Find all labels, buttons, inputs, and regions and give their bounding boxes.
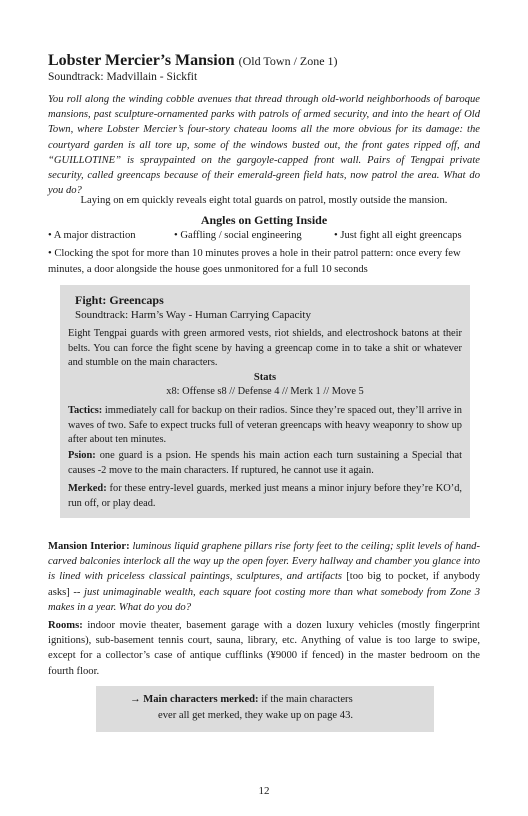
bullet-item: • A major distraction [48, 230, 136, 241]
angles-heading: Angles on Getting Inside [200, 213, 328, 227]
mansion-aside: [too big to pocket, if anybody asks] [48, 571, 480, 598]
note-line-2: ever all get merked, they wake up on page 43. [158, 710, 354, 721]
rooms-text: indoor movie theater, basement garage with a dozen luxury vehicles (mostly fingerprint ignitions), sub-basement tennis court, sauna, library, etc. Anything of value is too large to swipe, except for a collector’s case of antique cufflinks (¥9000 if fenced) in the master bedroom on the fourth floor. [48, 620, 481, 677]
fight-box [60, 285, 470, 518]
note-label: Main characters merked: [143, 694, 259, 705]
bullet-text: Gaffling / social engineering [180, 230, 302, 241]
soundtrack-line: Soundtrack: Madvillain - Sickfit [48, 71, 198, 83]
bullet-text: Just fight all eight greencaps [340, 230, 462, 241]
tactics-paragraph [68, 404, 462, 448]
rooms-paragraph [48, 618, 480, 679]
bullet-text: A major distraction [53, 230, 136, 241]
merked-note-box [96, 686, 434, 732]
psion-text: one guard is a psion. He spends his main action each turn sustaining a Special that causes -2 move to the main characters. If ruptured, he cannot use it again. [68, 450, 462, 476]
stats-line: x8: Offense s8 // Defense 4 // Merk 1 // Move 5 [166, 386, 364, 397]
mansion-interior-paragraph [48, 539, 480, 615]
rooms-label: Rooms: [48, 620, 83, 631]
section-header [48, 52, 338, 70]
fight-description: Eight Tengpai guards with green armored vests, riot shields, and electroshock batons at their belts. You can force the fight scene by having a greencap come in to take a shit or whatever and stumble on the main characters. [68, 328, 462, 369]
bullet-text: Clocking the spot for more than 10 minutes proves a hole in their patrol pattern: once every few minutes, a door alongside the house goes unmonitored for a full 10 seconds [48, 248, 461, 275]
note-line-1 [130, 694, 353, 705]
stats-heading: Stats [253, 372, 277, 383]
mansion-text-3: -- just unimaginable wealth, each square foot costing more than what somebody from Zone 3 makes in a year. What do you do? [48, 586, 480, 613]
mansion-text-1: luminous liquid graphene pillars rise forty feet to the ceiling; split levels of hand-carved balconies interlock all the way up the open foyer. Every hallway and chamber you glance into is lined with priceless classical paintings, sculptures, and artifacts [48, 541, 480, 583]
bullet-item: • Just fight all eight greencaps [334, 230, 462, 241]
arrow-icon: → [130, 694, 141, 705]
zone-label: (Old Town / Zone 1) [238, 54, 338, 68]
psion-label: Psion: [68, 450, 96, 461]
bullet-item: • Gaffling / social engineering [174, 230, 302, 241]
mansion-label: Mansion Interior: [48, 541, 130, 552]
psion-paragraph [68, 449, 462, 478]
merked-paragraph [68, 482, 462, 511]
note-text-1: if the main characters [261, 694, 353, 705]
page-number: 12 [258, 785, 270, 797]
page-title: Lobster Mercier’s Mansion [48, 52, 235, 69]
fight-soundtrack: Soundtrack: Harm’s Way - Human Carrying Capacity [75, 309, 311, 321]
merked-text: for these entry-level guards, merked just means a minor injury before they’re KO’d, run off, or play dead. [68, 483, 462, 509]
laying-paragraph: Laying on em quickly reveals eight total guards on patrol, mostly outside the mansion. [80, 195, 448, 206]
bullet-item-clocking: • Clocking the spot for more than 10 minutes proves a hole in their patrol pattern: once every few minutes, a door alongside the house goes unmonitored for a full 10 seconds [48, 248, 461, 275]
fight-title: Fight: Greencaps [75, 293, 164, 307]
tactics-label: Tactics: [68, 405, 103, 416]
merked-label: Merked: [68, 483, 107, 494]
intro-paragraph: You roll along the winding cobble avenues that thread through old-world neighborhoods of baroque mansions, past sculpture-ornamented parks with patrols of armed security, and into the heart of Old Town, where Lobster Mercier’s four-story chateau looms all the more obvious for its damage: the courtyard garden is all tore up, some of the windows busted out, the front gates ripped off, and “GUILLOTINE” is spraypainted on the gargoyle-capped front wall. Pairs of Tengpai private security, called greencaps because of their emerald-green field hats, now patrol the area. What do you do? [48, 94, 480, 197]
tactics-text: immediately call for backup on their radios. Since they’re spaced out, they’ll arrive in waves of two. Safe to expect trucks full of veteran greencaps with heavy weaponry to show up after about ten minutes. [68, 405, 462, 446]
